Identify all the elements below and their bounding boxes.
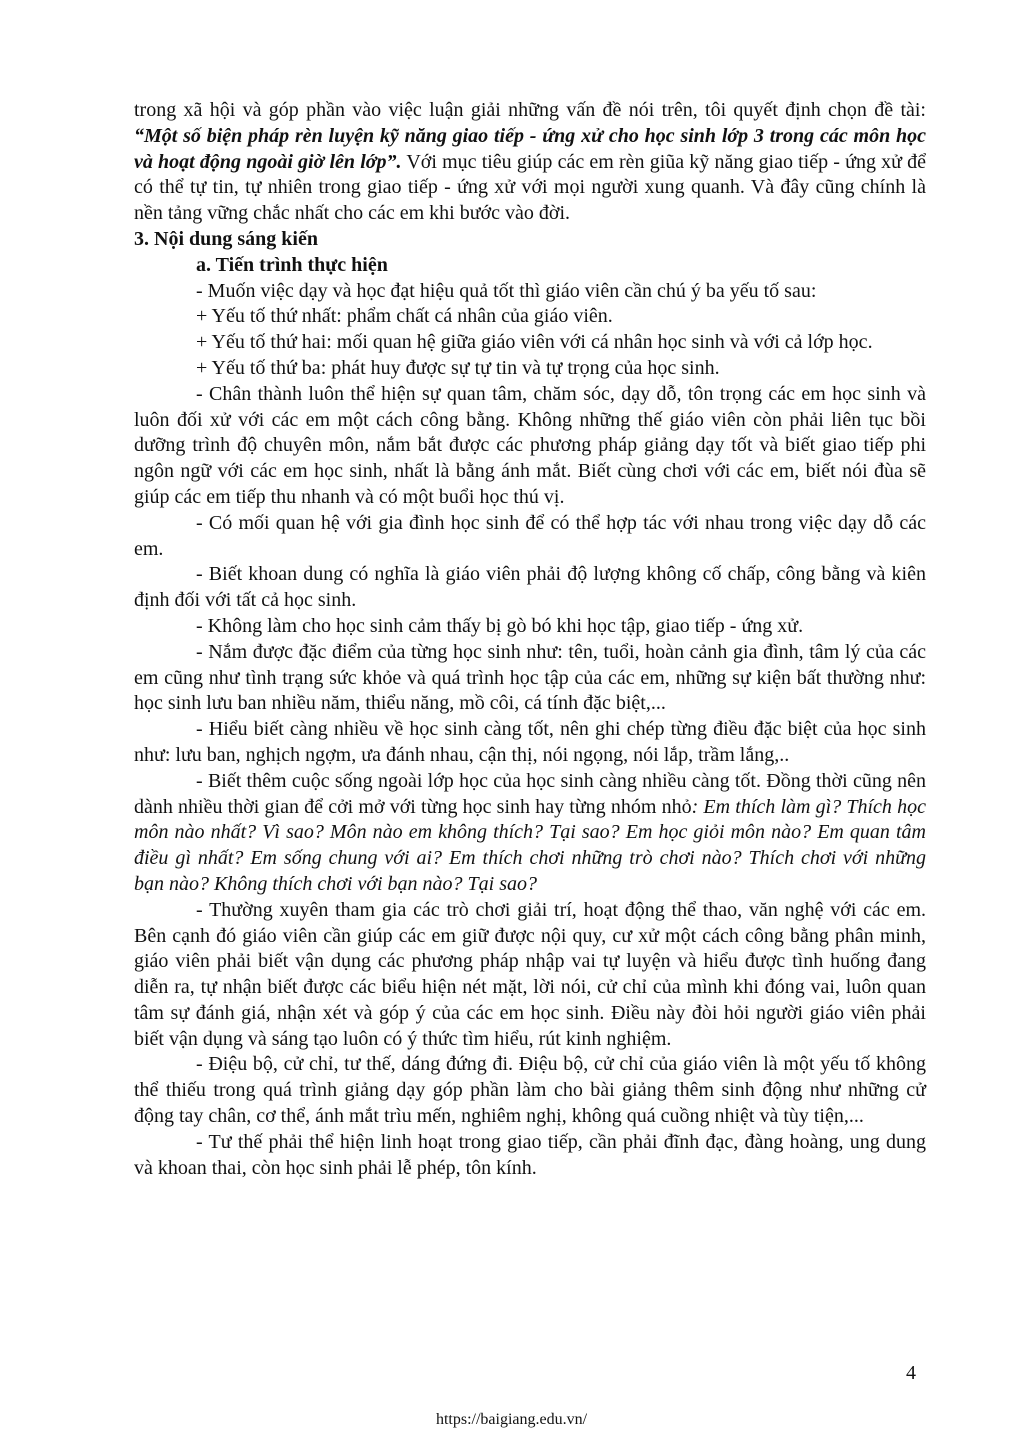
intro-text-2: Với mục tiêu giúp các em rèn giũa kỹ năng giao tiếp - ứng xử để có thể tự tin, tự nhiên trong giao tiếp - ứng xử với mọi người xung quanh. Và đây cũng chính là nền tảng vững chắc nhất cho các em khi bước vào đời. (134, 150, 927, 225)
paragraph-italic-questions: : Em thích làm gì? Thích học môn nào nhất? Vì sao? Môn nào em không thích? Tại sao? Em học giỏi môn nào? Em quan tâm điều gì nhất? Em sống chung với ai? Em thích chơi những trò chơi nào? Thích chơi với những bạn nào? Không thích chơi với bạn nào? Tại sao? (134, 795, 926, 895)
paragraph: - Điệu bộ, cử chỉ, tư thế, dáng đứng đi. Điệu bộ, cử chỉ của giáo viên là một yếu tố không thể thiếu trong quá trình giảng dạy góp phần làm cho bài giảng thêm sinh động như những cử động tay chân, cơ thể, ánh mắt trìu mến, nghiêm nghị, không quá cuồng nhiệt và tùy tiện,... (134, 1053, 926, 1128)
paragraph-with-questions (134, 769, 926, 898)
paragraph: - Tư thế phải thể hiện linh hoạt trong giao tiếp, cần phải đĩnh đạc, đàng hoàng, ung dung và khoan thai, còn học sinh phải lễ phép, tôn kính. (134, 1130, 926, 1179)
paragraph: - Nắm được đặc điểm của từng học sinh như: tên, tuổi, hoàn cảnh gia đình, tâm lý của các em cũng như tình trạng sức khỏe và quá trình học tập của các em, những sự kiện bất thường như: học sinh lưu ban nhiều năm, thiểu năng, mồ côi, cá tính đặc biệt,... (134, 640, 926, 715)
paragraph: - Thường xuyên tham gia các trò chơi giải trí, hoạt động thể thao, văn nghệ với các em. Bên cạnh đó giáo viên cần giúp các em giữ được nội quy, cư xử một cách công bằng phân minh, giáo viên phải biết vận dụng các phương pháp nhập vai tự luyện và hiểu được tình huống đang diễn ra, tự nhận biết được các biểu hiện nét mặt, lời nói, cử chỉ của mình khi đóng vai, luôn quan tâm sự đánh giá, nhận xét và góp ý của các em học sinh. Điều này đòi hỏi người giáo viên phải biết vận dụng và sáng tạo luôn có ý thức tìm hiểu, rút kinh nghiệm. (134, 898, 926, 1050)
document-body (134, 98, 926, 1181)
paragraph: - Hiểu biết càng nhiều về học sinh càng tốt, nên ghi chép từng điều đặc biệt của học sinh như: lưu ban, nghịch ngợm, ưa đánh nhau, cận thị, nói ngọng, nói lắp, trầm lắng,.. (134, 718, 926, 766)
paragraph: - Muốn việc dạy và học đạt hiệu quả tốt thì giáo viên cần chú ý ba yếu tố sau: (196, 279, 817, 302)
section-heading: 3. Nội dung sáng kiến (134, 227, 318, 250)
paragraph: + Yếu tố thứ hai: mối quan hệ giữa giáo viên với cá nhân học sinh và với cả lớp học. (196, 331, 873, 354)
page-number: 4 (906, 1362, 916, 1384)
subsection-heading: a. Tiến trình thực hiện (196, 253, 388, 276)
paragraph: - Không làm cho học sinh cảm thấy bị gò bó khi học tập, giao tiếp - ứng xử. (196, 614, 804, 637)
paragraph: + Yếu tố thứ ba: phát huy được sự tự tin và tự trọng của học sinh. (196, 356, 720, 379)
paragraph: - Biết khoan dung có nghĩa là giáo viên phải độ lượng không cố chấp, công bằng và kiên định đối với tất cả học sinh. (134, 563, 926, 612)
intro-text-1: trong xã hội và góp phần vào việc luận giải những vấn đề nói trên, tôi quyết định chọn đề tài: (134, 99, 926, 121)
paragraph: + Yếu tố thứ nhất: phẩm chất cá nhân của giáo viên. (196, 305, 613, 328)
intro-paragraph (134, 98, 926, 227)
footer-url: https://baigiang.edu.vn/ (435, 1411, 588, 1428)
topic-title: “Một số biện pháp rèn luyện kỹ năng giao tiếp - ứng xử cho học sinh lớp 3 trong các môn học và hoạt động ngoài giờ lên lớp”. (134, 124, 926, 173)
paragraph-normal-text: - Biết thêm cuộc sống ngoài lớp học của học sinh càng nhiều càng tốt. Đồng thời cũng nên dành nhiều thời gian để cởi mở với từng học sinh hay từng nhóm nhỏ (134, 769, 926, 818)
paragraph: - Chân thành luôn thể hiện sự quan tâm, chăm sóc, dạy dỗ, tôn trọng các em học sinh và luôn đối xử với các em một cách công bằng. Không những thế giáo viên còn phải liên tục bồi dưỡng trình độ chuyên môn, nắm bắt được các phương pháp giảng dạy tốt và biết giao tiếp phi ngôn ngữ với các em học sinh, nhất là bằng ánh mắt. Biết cùng chơi với các em, biết nói đùa sẽ giúp các em tiếp thu nhanh và có một buổi học thú vị. (134, 382, 926, 508)
paragraph: - Có mối quan hệ với gia đình học sinh để có thể hợp tác với nhau trong việc dạy dỗ các em. (134, 511, 926, 560)
